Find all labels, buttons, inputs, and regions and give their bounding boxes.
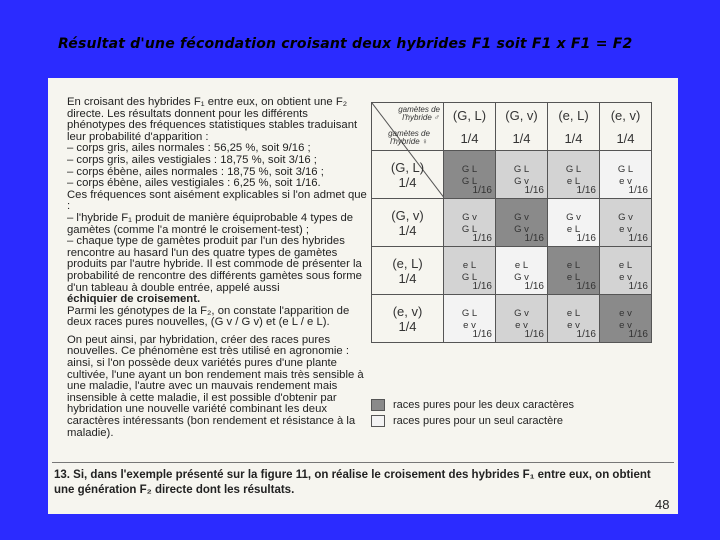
paragraph-phenotype-4: – corps ébène, ailes vestigiales : 6,25 %, soit 1/16. <box>67 177 321 190</box>
genotype-cell: G L e L 1/16 <box>548 151 600 199</box>
legend-swatch-white <box>371 415 385 427</box>
row-header: (G, L) 1/4 <box>372 151 444 199</box>
paragraph-intro: En croisant des hybrides F₁ entre eux, on obtient une F₂ directe. Les résultats donnent pour les différents phénotypes des fréquences statistiques stables traduisant leur probabilité d'apparition : <box>67 96 358 143</box>
genotype-cell: G v G L 1/16 <box>444 199 496 247</box>
paragraph-hybridation: On peut ainsi, par hybridation, créer des races pures nouvelles. Ce phénomène est très utilisé en agronomie : ainsi, si l'on possède deux variétés pures d'une plante cultivée, l'une ayant un bon rendement mais très sensible à une maladie, l'autre avec un mauvais rendement mais insensible à cette maladie, il est possible d'obtenir par hybridation une nouvelle variété combinant les deux caractères intéressants (bon rendement et résistance à la maladie). <box>67 333 364 439</box>
genotype-cell: e L e L 1/16 <box>548 247 600 295</box>
paragraph-phenotype-1: – corps gris, ailes normales : 56,25 %, soit 9/16 ; <box>67 142 311 155</box>
column-header: (e, v) 1/4 <box>600 103 652 151</box>
genotype-cell: G L G L 1/16 <box>444 151 496 199</box>
genotype-cell: G v e v 1/16 <box>600 199 652 247</box>
genotype-cell: e L e v 1/16 <box>548 295 600 343</box>
row-header: (e, L) 1/4 <box>372 247 444 295</box>
punnett-corner <box>372 103 444 151</box>
paragraph-rencontre: – chaque type de gamètes produit par l'un des hybrides rencontre au hasard l'un des quatre types de gamètes produits par l'autre hybride. Il est commode de présenter la probabilité de rencontre des différents gamètes sous forme d'un tableau à double entrée, appelé aussi <box>67 235 362 294</box>
paragraph-explicable: Ces fréquences sont aisément explicables si l'on admet que : <box>67 188 367 213</box>
slide-title: Résultat d'une fécondation croisant deux hybrides F1 soit F1 x F1 = F2 <box>58 36 633 52</box>
genotype-cell: e L e v 1/16 <box>600 247 652 295</box>
row-header: (G, v) 1/4 <box>372 199 444 247</box>
legend-item <box>371 413 574 429</box>
genotype-cell: e L G v 1/16 <box>496 247 548 295</box>
genotype-cell: G v e L 1/16 <box>548 199 600 247</box>
legend-item <box>371 397 574 413</box>
genotype-cell: G L G v 1/16 <box>496 151 548 199</box>
explanation-text <box>67 97 367 439</box>
corner-male-label: gamètes de l'hybride ♂ <box>398 105 440 122</box>
genotype-cell: G v e v 1/16 <box>496 295 548 343</box>
row-header: (e, v) 1/4 <box>372 295 444 343</box>
paragraph-gametes: – l'hybride F₁ produit de manière équiprobable 4 types de gamètes (comme l'a montré le croisement-test) ; <box>67 211 354 236</box>
paragraph-echiquier: échiquier de croisement. <box>67 293 201 306</box>
legend-label: races pures pour un seul caractère <box>393 415 563 427</box>
figure-caption: 13. Si, dans l'exemple présenté sur la figure 11, on réalise le croisement des hybrides F₁ entre eux, on obtient une génération F₂ directe dont les résultats. <box>54 469 651 496</box>
paragraph-phenotype-3: – corps ébène, ailes normales : 18,75 %, soit 3/16 ; <box>67 165 324 178</box>
column-header: (e, L) 1/4 <box>548 103 600 151</box>
legend-swatch-dark <box>371 399 385 411</box>
genotype-cell: G v G v 1/16 <box>496 199 548 247</box>
divider <box>52 462 674 463</box>
column-header: (G, L) 1/4 <box>444 103 496 151</box>
paragraph-phenotype-2: – corps gris, ailes vestigiales : 18,75 %, soit 3/16 ; <box>67 153 317 166</box>
genotype-cell: e v e v 1/16 <box>600 295 652 343</box>
genotype-cell: e L G L 1/16 <box>444 247 496 295</box>
page-number: 48 <box>655 497 670 512</box>
column-header: (G, v) 1/4 <box>496 103 548 151</box>
legend <box>371 397 574 429</box>
paragraph-races-pures: Parmi les génotypes de la F₂, on constate l'apparition de deux races pures nouvelles, (G v / G v) et (e L / e L). <box>67 304 350 329</box>
punnett-square <box>371 102 652 343</box>
genotype-cell: G L e v 1/16 <box>600 151 652 199</box>
genotype-cell: G L e v 1/16 <box>444 295 496 343</box>
corner-female-label: gamètes de l'hybride ♀ <box>388 129 430 146</box>
legend-label: races pures pour les deux caractères <box>393 399 574 411</box>
